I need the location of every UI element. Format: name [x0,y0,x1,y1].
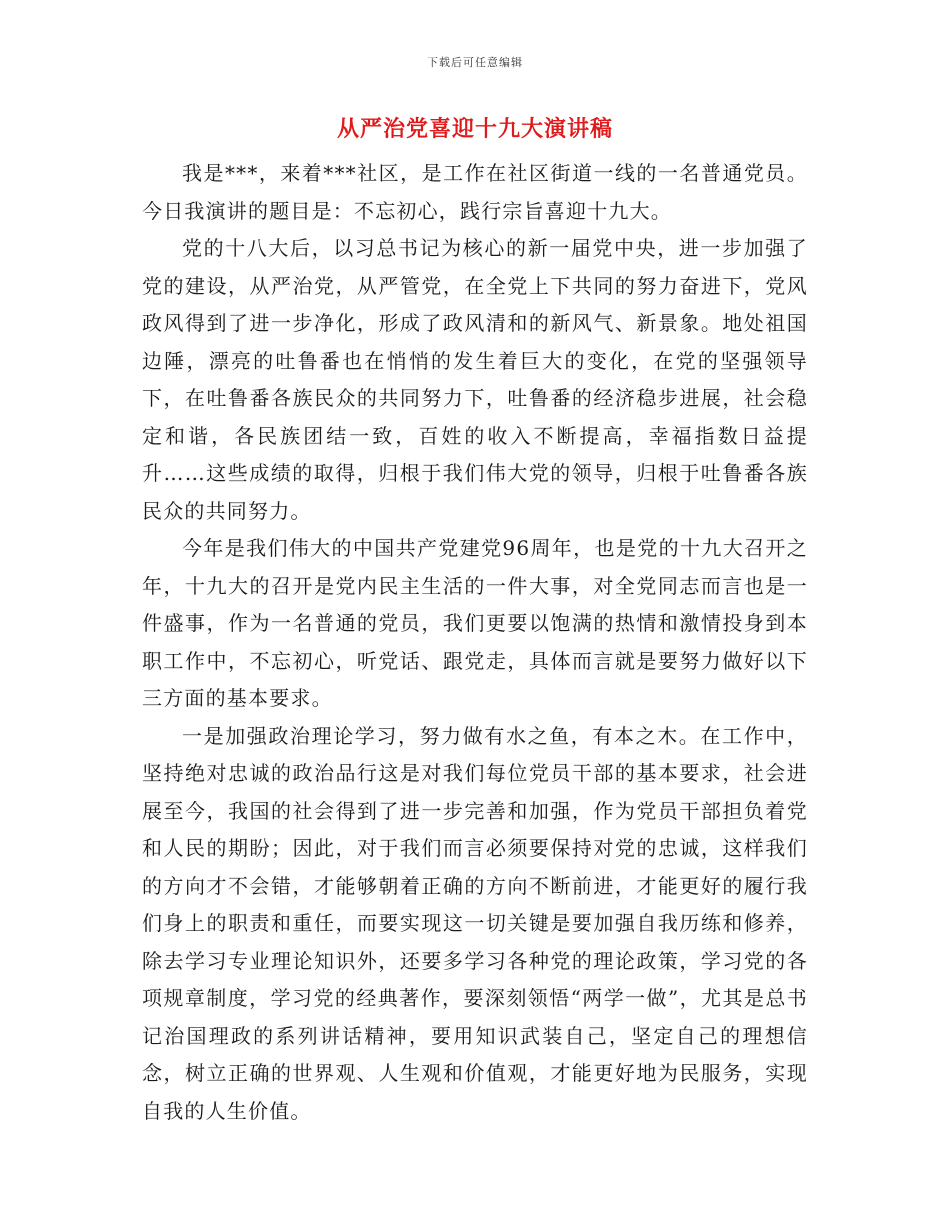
paragraph: 今年是我们伟大的中国共产党建党96周年，也是党的十九大召开之年，十九大的召开是党内民主生活的一件大事，对全党同志而言也是一件盛事，作为一名普通的党员，我们更要以饱满的热情和激情投身到本职工作中，不忘初心，听党话、跟党走，具体而言就是要努力做好以下三方面的基本要求。 [142,536,808,710]
document-title: 从严治党喜迎十九大演讲稿 [336,117,613,142]
document-body [142,155,808,1130]
paragraph: 一是加强政治理论学习，努力做有水之鱼，有本之木。在工作中，坚持绝对忠诚的政治品行这是对我们每位党员干部的基本要求，社会进展至今，我国的社会得到了进一步完善和加强，作为党员干部担负着党和人民的期盼；因此，对于我们而言必须要保持对党的忠诚，这样我们的方向才不会错，才能够朝着正确的方向不断前进，才能更好的履行我们身上的职责和重任，而要实现这一切关键是要加强自我历练和修养，除去学习专业理论知识外，还要多学习各种党的理论政策，学习党的各项规章制度，学习党的经典著作，要深刻领悟“两学一做”，尤其是总书记治国理政的系列讲话精神，要用知识武装自己，坚定自己的理想信念，树立正确的世界观、人生观和价值观，才能更好地为民服务，实现自我的人生价值。 [142,723,808,1123]
paragraph: 党的十八大后，以习总书记为核心的新一届党中央，进一步加强了党的建设，从严治党，从严管党，在全党上下共同的努力奋进下，党风政风得到了进一步净化，形成了政风清和的新风气、新景象。地处祖国边陲，漂亮的吐鲁番也在悄悄的发生着巨大的变化，在党的坚强领导下，在吐鲁番各族民众的共同努力下，吐鲁番的经济稳步进展，社会稳定和谐，各民族团结一致，百姓的收入不断提高，幸福指数日益提升……这些成绩的取得，归根于我们伟大党的领导，归根于吐鲁番各族民众的共同努力。 [142,236,808,523]
paragraph: 我是***，来着***社区，是工作在社区街道一线的一名普通党员。今日我演讲的题目是：不忘初心，践行宗旨喜迎十九大。 [142,161,808,223]
header-note: 下载后可任意编辑 [427,56,523,69]
